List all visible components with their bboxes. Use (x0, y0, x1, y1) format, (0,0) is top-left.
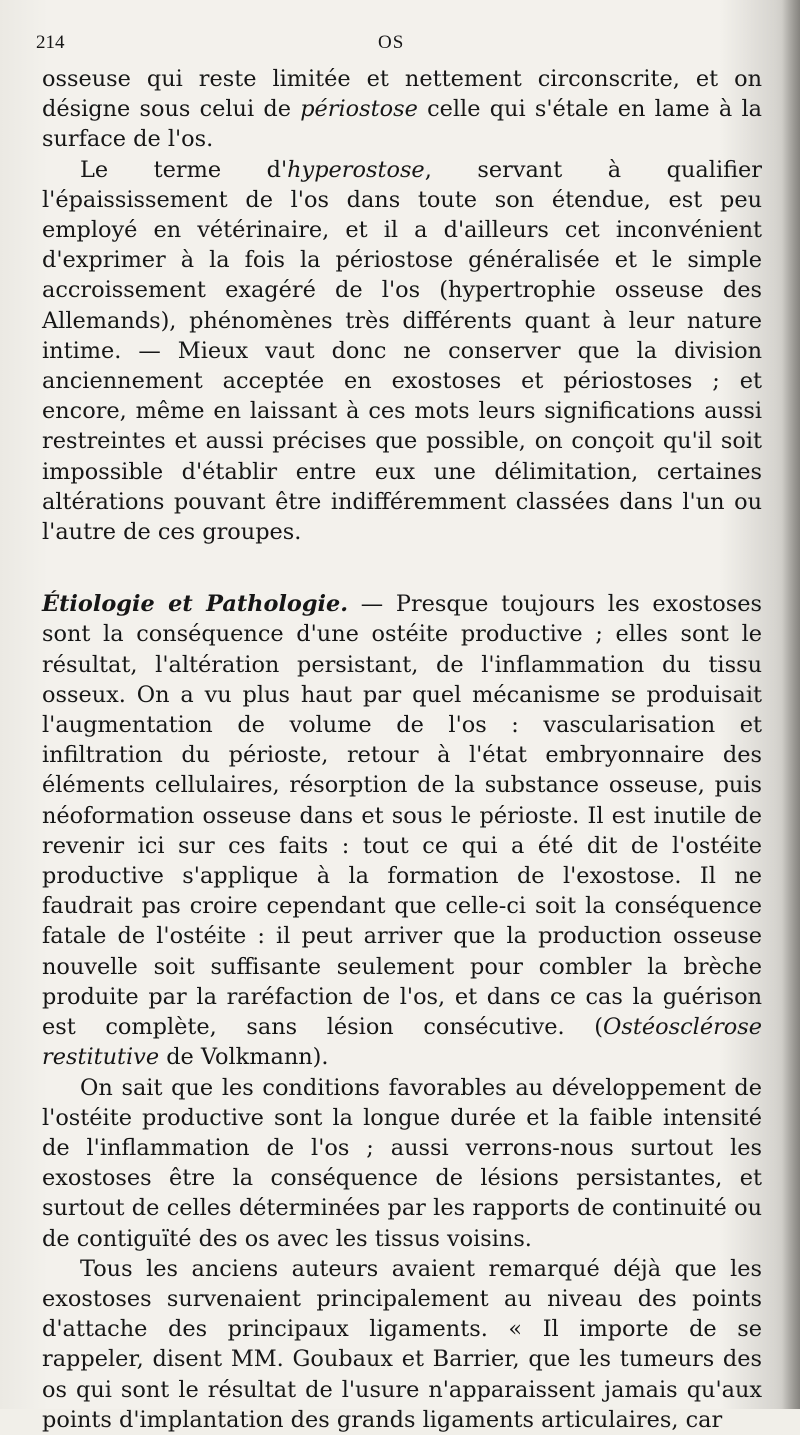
page-edge-shadow (782, 0, 800, 1409)
paragraph-3-text-a: — Presque toujours les exostoses sont la conséquence d'une ostéite productive ; elles sont le résultat, l'altération persistant, de l'inflammation du tissu osseux. On a vu plus haut par quel mécanisme se produisait l'augmentation de volume de l'os : vascularisation et infiltration du périoste, retour à l'état embryonnaire des éléments cellulaires, résorption de la substance osseuse, puis néoformation osseuse dans et sous le périoste. Il est inutile de revenir ici sur ces faits : tout ce qui a été dit de l'ostéite productive s'applique à la formation de l'exostose. Il ne faudrait pas croire cependant que celle-ci soit la conséquence fatale de l'ostéite : il peut arriver que la production osseuse nouvelle soit suffisante seulement pour combler la brèche produite par la raréfaction de l'os, et dans ce cas la guérison est complète, sans lésion consécutive. ( (42, 591, 762, 1041)
paragraph-2-text-a: Le terme d' (80, 156, 288, 183)
paragraph-1-text-b: celle qui s'étale en lame à la surface de l'os. (42, 96, 762, 153)
section-gap (42, 547, 762, 589)
page-header (36, 32, 766, 58)
page-number: 214 (36, 32, 65, 53)
paragraph-1 (42, 64, 762, 155)
body-text (42, 64, 762, 1435)
running-head: OS (378, 32, 405, 53)
paragraph-4: On sait que les conditions favorables au développement de l'ostéite productive sont la longue durée et la faible intensité de l'inflammation de l'os ; aussi verrons-nous surtout les exostoses être la conséquence de lésions persistantes, et surtout de celles déterminées par les rapports de continuité ou de contiguïté des os avec les tissus voisins. (42, 1074, 762, 1252)
paragraph-1-text-a: osseuse qui reste limitée et nettement circonscrite, et on désigne sous celui de (42, 66, 762, 123)
paragraph-3-text-b: de Volkmann). (159, 1044, 329, 1071)
paragraph-2-text-b: , servant à qualifier l'épaississement de l'os dans toute son étendue, est peu employé en vétérinaire, et il a d'ailleurs cet inconvénient d'exprimer à la fois la périostose généralisée et le simple accroissement exagéré de l'os (hypertrophie osseuse des Allemands), phénomènes très différents quant à leur nature intime. — Mieux vaut donc ne conserver que la division anciennement acceptée en exostoses et périostoses ; et encore, même en laissant à ces mots leurs significations aussi restreintes et aussi précises que possible, on conçoit qu'il soit impossible d'établir entre eux une délimitation, certaines altérations pouvant être indifféremment classées dans l'un ou l'autre de ces groupes. (42, 156, 762, 546)
section-heading: Étiologie et Pathologie. (42, 591, 349, 618)
paragraph-2 (42, 155, 762, 548)
term-hyperostose: hyperostose (287, 156, 425, 183)
term-periostose: périostose (300, 96, 418, 123)
paragraph-5: Tous les anciens auteurs avaient remarqué déjà que les exostoses survenaient principalement au niveau des points d'attache des principaux ligaments. « Il importe de se rappeler, disent MM. Goubaux et Barrier, que les tumeurs des os qui sont le résultat de l'usure n'apparaissent jamais qu'aux points d'implantation des grands ligaments articulaires, car (42, 1255, 762, 1433)
paragraph-3 (42, 589, 762, 1072)
term-osteosclerose: Ostéosclérose restitutive (42, 1014, 762, 1071)
